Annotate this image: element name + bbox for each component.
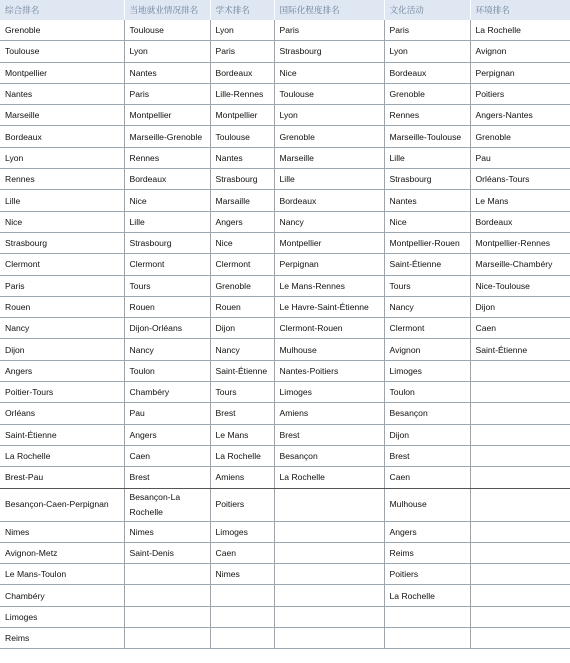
table-cell: Strasbourg: [124, 232, 210, 253]
table-cell: Bordeaux: [124, 169, 210, 190]
table-row: [0, 488, 570, 521]
table-cell: Angers-Nantes: [470, 105, 570, 126]
table-cell: [470, 424, 570, 445]
table-cell: [124, 564, 210, 585]
table-cell: [470, 521, 570, 542]
table-cell: Montpellier: [0, 62, 124, 83]
table-cell: [470, 467, 570, 488]
table-cell: [124, 628, 210, 649]
table-cell: Amiens: [210, 467, 274, 488]
table-cell: [470, 585, 570, 606]
table-cell: Poitier-Tours: [0, 382, 124, 403]
table-cell: Lyon: [384, 41, 470, 62]
table-cell: [384, 628, 470, 649]
table-cell: La Rochelle: [210, 445, 274, 466]
table-cell: Rouen: [0, 296, 124, 317]
table-cell: Besançon: [384, 403, 470, 424]
table-cell: Nancy: [274, 211, 384, 232]
table-cell: Nancy: [0, 318, 124, 339]
table-cell: [470, 488, 570, 521]
table-cell: Nice: [274, 62, 384, 83]
table-cell: Nantes: [124, 62, 210, 83]
table-cell: Rennes: [0, 169, 124, 190]
table-cell: Nice: [0, 211, 124, 232]
table-row: [0, 564, 570, 585]
table-cell: Toulouse: [0, 41, 124, 62]
table-cell: [274, 521, 384, 542]
table-cell: Limoges: [210, 521, 274, 542]
table-body: [0, 20, 570, 649]
header-cell: 环境排名: [470, 0, 570, 20]
table-cell: Bordeaux: [0, 126, 124, 147]
table-cell: Marseille-Grenoble: [124, 126, 210, 147]
table-cell: Caen: [210, 542, 274, 563]
table-cell: [274, 628, 384, 649]
table-cell: Nantes-Poitiers: [274, 360, 384, 381]
header-row: [0, 0, 570, 20]
table-cell: Paris: [0, 275, 124, 296]
table-row: [0, 169, 570, 190]
header-cell: 综合排名: [0, 0, 124, 20]
table-row: [0, 62, 570, 83]
table-cell: Perpignan: [470, 62, 570, 83]
table-cell: Caen: [384, 467, 470, 488]
table-cell: Avignon-Metz: [0, 542, 124, 563]
table-cell: Dijon: [384, 424, 470, 445]
header-cell: 文化活动: [384, 0, 470, 20]
table-cell: Marseille: [274, 147, 384, 168]
header-cell: 当地就业情况排名: [124, 0, 210, 20]
table-cell: [470, 360, 570, 381]
table-cell: Nice: [384, 211, 470, 232]
table-cell: Nimes: [124, 521, 210, 542]
table-cell: Tours: [124, 275, 210, 296]
table-cell: Reims: [0, 628, 124, 649]
table-cell: Montpellier: [274, 232, 384, 253]
table-cell: [210, 585, 274, 606]
table-cell: Paris: [384, 20, 470, 41]
table-cell: Rouen: [210, 296, 274, 317]
table-cell: Angers: [384, 521, 470, 542]
table-cell: Grenoble: [274, 126, 384, 147]
table-cell: [470, 403, 570, 424]
table-cell: Nice: [124, 190, 210, 211]
table-row: [0, 467, 570, 488]
table-cell: Nice: [210, 232, 274, 253]
table-row: [0, 382, 570, 403]
table-row: [0, 20, 570, 41]
table-cell: Brest-Pau: [0, 467, 124, 488]
table-row: [0, 126, 570, 147]
table-cell: Tours: [384, 275, 470, 296]
table-cell: [210, 628, 274, 649]
table-row: [0, 147, 570, 168]
table-cell: Paris: [124, 83, 210, 104]
table-cell: [274, 564, 384, 585]
table-cell: Le Mans: [210, 424, 274, 445]
table-cell: La Rochelle: [274, 467, 384, 488]
table-cell: Toulouse: [124, 20, 210, 41]
table-cell: Paris: [274, 20, 384, 41]
table-cell: Strasbourg: [210, 169, 274, 190]
table-row: [0, 542, 570, 563]
table-cell: Caen: [124, 445, 210, 466]
table-cell: [124, 606, 210, 627]
table-cell: Nantes: [384, 190, 470, 211]
table-cell: [274, 542, 384, 563]
table-cell: Nimes: [210, 564, 274, 585]
table-cell: Nimes: [0, 521, 124, 542]
table-cell: Lille-Rennes: [210, 83, 274, 104]
table-cell: Le Mans-Rennes: [274, 275, 384, 296]
table-cell: Nice-Toulouse: [470, 275, 570, 296]
header-cell: 学术排名: [210, 0, 274, 20]
table-cell: [470, 542, 570, 563]
table-cell: Toulouse: [274, 83, 384, 104]
table-cell: Pau: [470, 147, 570, 168]
table-row: [0, 83, 570, 104]
table-cell: Marsaille: [210, 190, 274, 211]
table-cell: Poitiers: [470, 83, 570, 104]
table-row: [0, 275, 570, 296]
table-cell: [210, 606, 274, 627]
table-cell: La Rochelle: [384, 585, 470, 606]
table-cell: Saint-Étienne: [210, 360, 274, 381]
table-cell: Perpignan: [274, 254, 384, 275]
table-row: [0, 232, 570, 253]
table-cell: Besançon: [274, 445, 384, 466]
table-cell: Lille: [274, 169, 384, 190]
table-cell: Avignon: [470, 41, 570, 62]
table-cell: Angers: [210, 211, 274, 232]
table-cell: Caen: [470, 318, 570, 339]
table-cell: Nancy: [124, 339, 210, 360]
table-cell: Tours: [210, 382, 274, 403]
table-cell: Rennes: [384, 105, 470, 126]
table-cell: Bordeaux: [210, 62, 274, 83]
table-cell: Rennes: [124, 147, 210, 168]
table-cell: [470, 564, 570, 585]
table-row: [0, 445, 570, 466]
table-cell: Bordeaux: [274, 190, 384, 211]
table-row: [0, 585, 570, 606]
table-cell: Limoges: [384, 360, 470, 381]
table-cell: Brest: [274, 424, 384, 445]
table-cell: Brest: [124, 467, 210, 488]
table-cell: Saint-Étienne: [0, 424, 124, 445]
table-cell: Brest: [384, 445, 470, 466]
table-cell: Toulon: [124, 360, 210, 381]
table-row: [0, 628, 570, 649]
table-row: [0, 254, 570, 275]
table-cell: Strasbourg: [0, 232, 124, 253]
header-cell: 国际化程度排名: [274, 0, 384, 20]
table-cell: Marseille-Chambéry: [470, 254, 570, 275]
table-cell: Pau: [124, 403, 210, 424]
table-cell: La Rochelle: [0, 445, 124, 466]
table-cell: Angers: [124, 424, 210, 445]
table-row: [0, 606, 570, 627]
table-cell: Orléans: [0, 403, 124, 424]
table-row: [0, 360, 570, 381]
table-row: [0, 318, 570, 339]
table-cell: Marseille-Toulouse: [384, 126, 470, 147]
table-cell: Chambéry: [0, 585, 124, 606]
table-cell: Strasbourg: [384, 169, 470, 190]
table-cell: Grenoble: [210, 275, 274, 296]
table-cell: Montpellier-Rennes: [470, 232, 570, 253]
table-cell: Saint-Étienne: [384, 254, 470, 275]
table-cell: Lyon: [124, 41, 210, 62]
table-cell: [274, 488, 384, 521]
table-cell: Clermont: [0, 254, 124, 275]
table-cell: Dijon: [0, 339, 124, 360]
table-cell: Lille: [0, 190, 124, 211]
table-cell: Poitiers: [210, 488, 274, 521]
table-cell: Orléans-Tours: [470, 169, 570, 190]
table-cell: Amiens: [274, 403, 384, 424]
table-cell: [274, 606, 384, 627]
table-cell: Nancy: [210, 339, 274, 360]
table-cell: Clermont: [210, 254, 274, 275]
table-cell: Montpellier: [124, 105, 210, 126]
table-cell: Lille: [124, 211, 210, 232]
table-cell: Marseille: [0, 105, 124, 126]
table-cell: Bordeaux: [470, 211, 570, 232]
table-cell: Bordeaux: [384, 62, 470, 83]
table-cell: Le Mans-Toulon: [0, 564, 124, 585]
table-cell: Paris: [210, 41, 274, 62]
table-cell: Avignon: [384, 339, 470, 360]
table-row: [0, 211, 570, 232]
table-cell: Besançon-Caen-Perpignan: [0, 488, 124, 521]
table-cell: Saint-Étienne: [470, 339, 570, 360]
table-cell: Limoges: [0, 606, 124, 627]
table-cell: Montpellier-Rouen: [384, 232, 470, 253]
table-cell: Lille: [384, 147, 470, 168]
table-row: [0, 190, 570, 211]
table-cell: Saint-Denis: [124, 542, 210, 563]
table-cell: Strasbourg: [274, 41, 384, 62]
table-row: [0, 424, 570, 445]
table-cell: Dijon: [470, 296, 570, 317]
table-row: [0, 296, 570, 317]
table-cell: Rouen: [124, 296, 210, 317]
table-cell: [470, 628, 570, 649]
table-cell: Nantes: [0, 83, 124, 104]
table-cell: Brest: [210, 403, 274, 424]
table-cell: Clermont: [124, 254, 210, 275]
table-cell: Dijon: [210, 318, 274, 339]
table-cell: Grenoble: [384, 83, 470, 104]
table-row: [0, 41, 570, 62]
table-cell: [124, 585, 210, 606]
table-cell: Reims: [384, 542, 470, 563]
table-cell: Nantes: [210, 147, 274, 168]
table-cell: [274, 585, 384, 606]
table-cell: Angers: [0, 360, 124, 381]
table-row: [0, 105, 570, 126]
table-cell: Dijon-Orléans: [124, 318, 210, 339]
table-cell: Mulhouse: [384, 488, 470, 521]
table-cell: Chambéry: [124, 382, 210, 403]
table-cell: Besançon-La Rochelle: [124, 488, 210, 521]
table-cell: Montpellier: [210, 105, 274, 126]
table-cell: Grenoble: [0, 20, 124, 41]
table-cell: Clermont-Rouen: [274, 318, 384, 339]
table-cell: Mulhouse: [274, 339, 384, 360]
table-cell: Limoges: [274, 382, 384, 403]
table-cell: Toulouse: [210, 126, 274, 147]
table-cell: Grenoble: [470, 126, 570, 147]
table-row: [0, 403, 570, 424]
table-cell: Lyon: [210, 20, 274, 41]
table-cell: [470, 382, 570, 403]
table-row: [0, 339, 570, 360]
table-cell: Toulon: [384, 382, 470, 403]
table-cell: Nancy: [384, 296, 470, 317]
table-cell: La Rochelle: [470, 20, 570, 41]
table-cell: Lyon: [274, 105, 384, 126]
table-cell: [384, 606, 470, 627]
table-cell: Poitiers: [384, 564, 470, 585]
table-cell: Clermont: [384, 318, 470, 339]
table-cell: [470, 606, 570, 627]
table-row: [0, 521, 570, 542]
table-cell: Lyon: [0, 147, 124, 168]
table-cell: Le Mans: [470, 190, 570, 211]
table-cell: Le Havre-Saint-Étienne: [274, 296, 384, 317]
table-cell: [470, 445, 570, 466]
